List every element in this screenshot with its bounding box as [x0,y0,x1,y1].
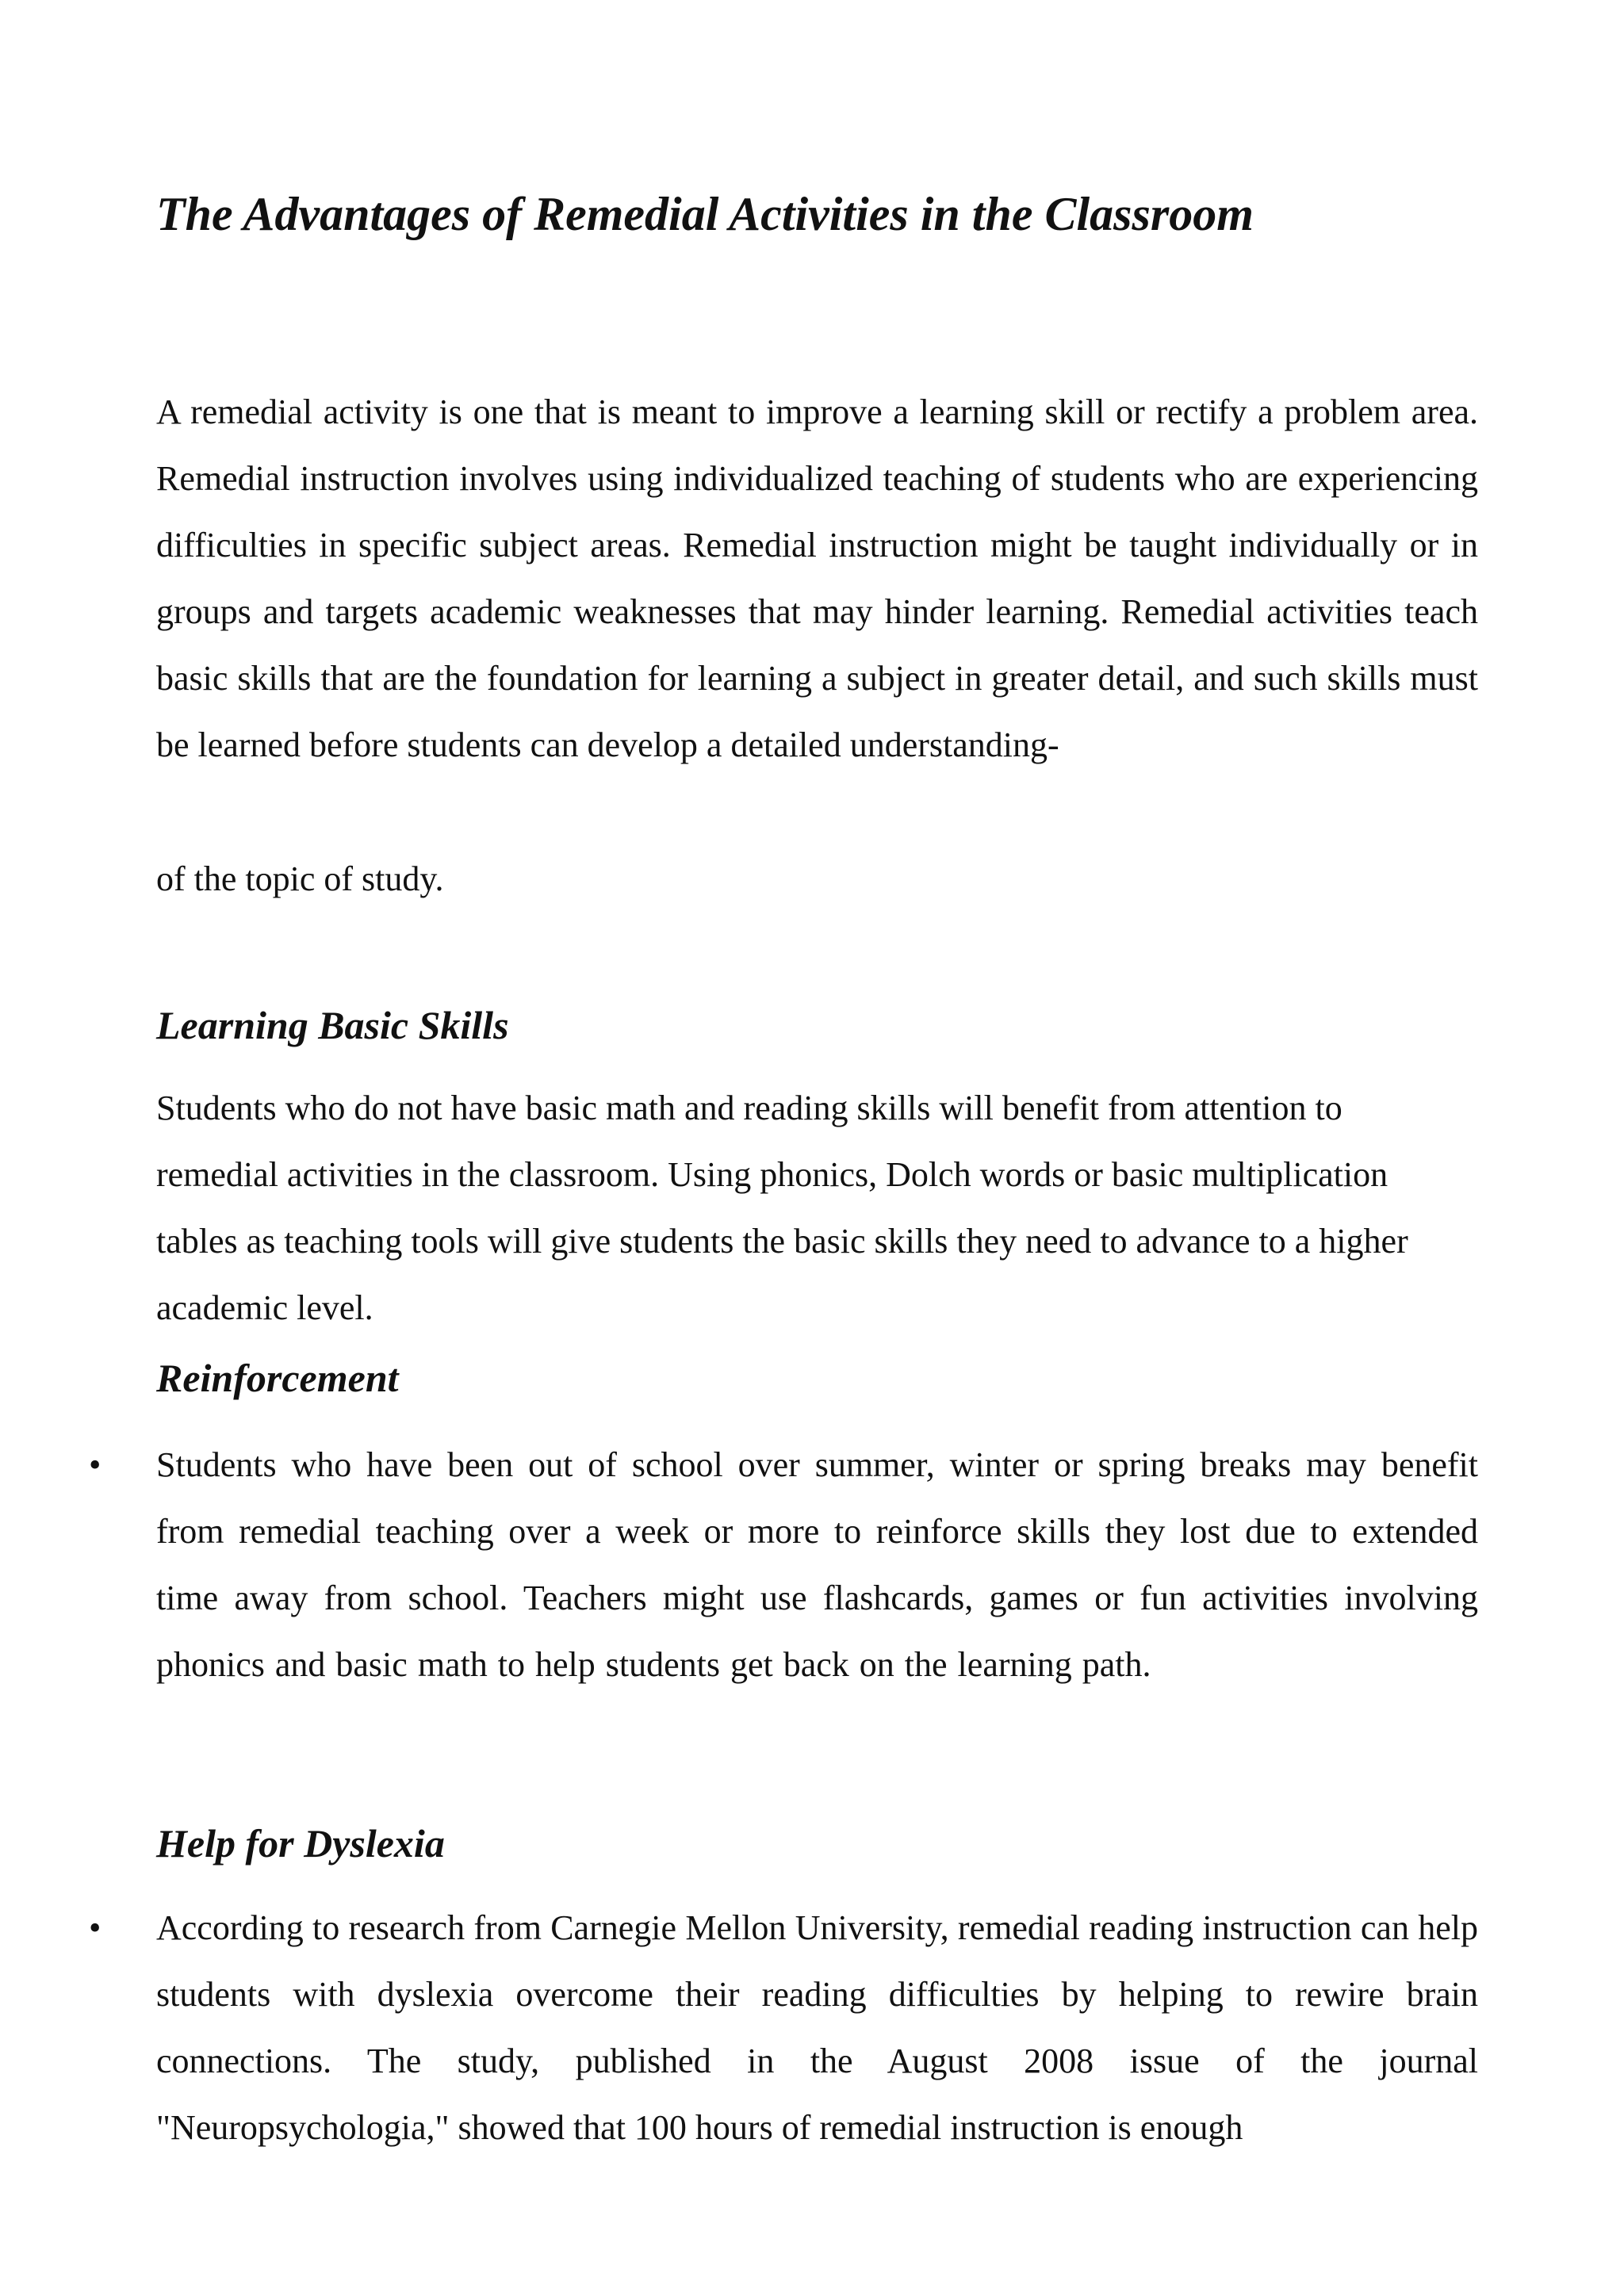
section-heading-help-for-dyslexia: Help for Dyslexia [156,1821,445,1866]
section-text-learning-basic-skills: Students who do not have basic math and reading skills will benefit from attention to remedial activities in the classroom. Using phonics, Dolch words or basic multiplication tables as teaching tools will give students the basic skills they need to advance to a higher academic level. [156,1089,1408,1327]
document-title: The Advantages of Remedial Activities in the Classroom [156,188,1254,240]
section-heading-learning-basic-skills: Learning Basic Skills [156,1003,509,1047]
intro-paragraph: A remedial activity is one that is meant to improve a learning skill or rectify a problem area. Remedial instruction involves using individualized teaching of students who are experiencing difficulties in specific subject areas. Remedial instruction might be taught individually or in groups and targets academic weaknesses that may hinder learning. Remedial activities teach basic skills that are the foundation for learning a subject in greater detail, and such skills must be learned before students can develop a detailed understanding- [156,392,1478,764]
section-text-reinforcement: Students who have been out of school over summer, winter or spring breaks may benefit from remedial teaching over a week or more to reinforce skills they lost due to extended time away from school. Teachers might use flashcards, games or fun activities involving phonics and basic math to help students get back on the learning path. [156,1445,1478,1684]
intro-paragraph-tail: of the topic of study. [156,859,444,898]
bullet-help-for-dyslexia: • [89,1908,102,1947]
bullet-reinforcement: • [89,1445,102,1484]
section-text-help-for-dyslexia: According to research from Carnegie Mellon University, remedial reading instruction can help students with dyslexia overcome their reading difficulties by helping to rewire brain connections. The study, published in the August 2008 issue of the journal "Neuropsychologia," showed that 100 hours of remedial instruction is enough [156,1908,1478,2147]
section-heading-reinforcement: Reinforcement [156,1356,399,1400]
